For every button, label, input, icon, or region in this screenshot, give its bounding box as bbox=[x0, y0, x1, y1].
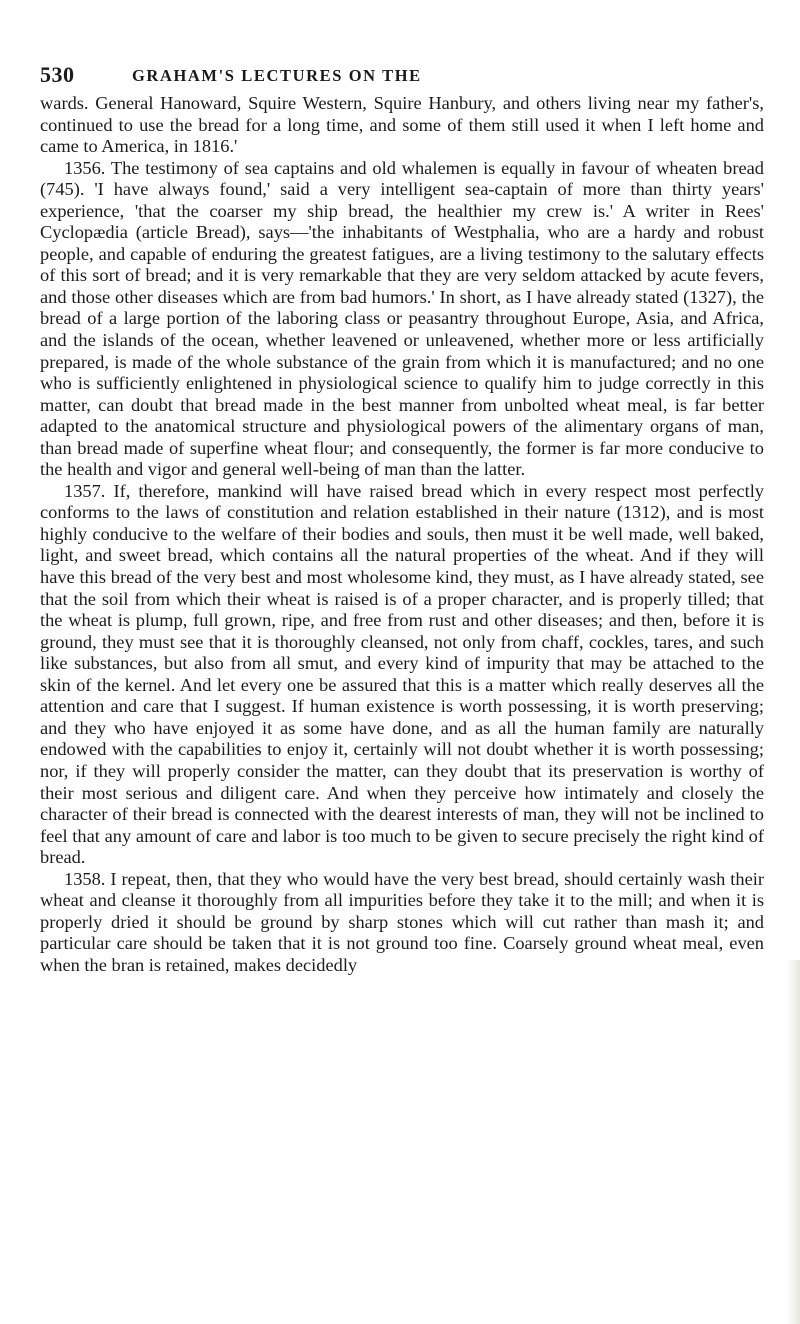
paragraph-text: wards. General Hanoward, Squire Western, Squire Hanbury, and others living near my father's, continued to use the bread for a long time, and some of them still used it when I left home and came to America, in 1816.' bbox=[40, 93, 764, 157]
paragraph-1356 bbox=[40, 158, 764, 481]
paragraph-number: 1357. bbox=[64, 480, 106, 501]
body-text bbox=[40, 93, 764, 976]
paragraph-text: If, therefore, mankind will have raised bread which in every respect most perfectly conforms to the laws of constitution and relation established in their nature (1312), and is most highly conducive to the welfare of their bodies and souls, then must it be well made, well baked, light, and sweet bread, which contains all the natural properties of the wheat. And if they will have this bread of the very best and most wholesome kind, they must, as I have already stated, see that the soil from which their wheat is raised is of a proper character, and is properly tilled; that the wheat is plump, full grown, ripe, and free from rust and other diseases; and then, before it is ground, they must see that it is thoroughly cleansed, not only from chaff, cockles, tares, and such like substances, but also from all smut, and every kind of impurity that may be attached to the skin of the kernel. And let every one be assured that this is a matter which really deserves all the attention and care that I suggest. If human existence is worth possessing, it is worth preserving; and they who have enjoyed it as some have done, and as all the human family are naturally endowed with the capabilities to enjoy it, certainly will not doubt whether it is worth possessing; nor, if they will properly consider the matter, can they doubt that its preservation is worthy of their most serious and diligent care. And when they perceive how intimately and closely the character of their bread is connected with the dearest interests of man, they will not be inclined to feel that any amount of care and labor is too much to be given to secure precisely the right kind of bread. bbox=[40, 480, 764, 868]
page-edge-shadow bbox=[786, 960, 800, 1324]
paragraph-1357 bbox=[40, 481, 764, 869]
paragraph-number: 1356. bbox=[64, 157, 106, 178]
page-header bbox=[40, 62, 770, 92]
page-number: 530 bbox=[40, 62, 75, 87]
paragraph-text: The testimony of sea captains and old whalemen is equally in favour of wheaten bread (745). 'I have always found,' said a very intelligent sea-captain of more than thirty years' experience, 'that the coarser my ship bread, the healthier my crew is.' A writer in Rees' Cyclopædia (article Bread), says—'the inhabitants of Westphalia, who are a hardy and robust people, and capable of enduring the greatest fatigues, are a living testimony to the salutary effects of this sort of bread; and it is very remarkable that they are very seldom attacked by acute fevers, and those other diseases which are from bad humors.' In short, as I have already stated (1327), the bread of a large portion of the laboring class or peasantry throughout Europe, Asia, and Africa, and the islands of the ocean, whether leavened or unleavened, whether more or less artificially prepared, is made of the whole substance of the grain from which it is manufactured; and no one who is sufficiently enlightened in physiological science to qualify him to judge correctly in this matter, can doubt that bread made in the best manner from unbolted wheat meal, is far better adapted to the anatomical structure and physiological powers of the alimentary organs of man, than bread made of superfine wheat flour; and consequently, the former is far more conducive to the health and vigor and general well-being of man than the latter. bbox=[40, 157, 764, 480]
running-head: GRAHAM'S LECTURES ON THE bbox=[132, 66, 422, 85]
paragraph-continuation bbox=[40, 93, 764, 158]
paragraph-text: I repeat, then, that they who would have the very best bread, should certainly wash their wheat and cleanse it thoroughly from all impurities before they take it to the mill; and when it is properly dried it should be ground by sharp stones which will cut rather than mash it; and particular care should be taken that it is not ground too fine. Coarsely ground wheat meal, even when the bran is retained, makes decidedly bbox=[40, 868, 764, 975]
paragraph-1358 bbox=[40, 869, 764, 977]
paragraph-number: 1358. bbox=[64, 868, 106, 889]
